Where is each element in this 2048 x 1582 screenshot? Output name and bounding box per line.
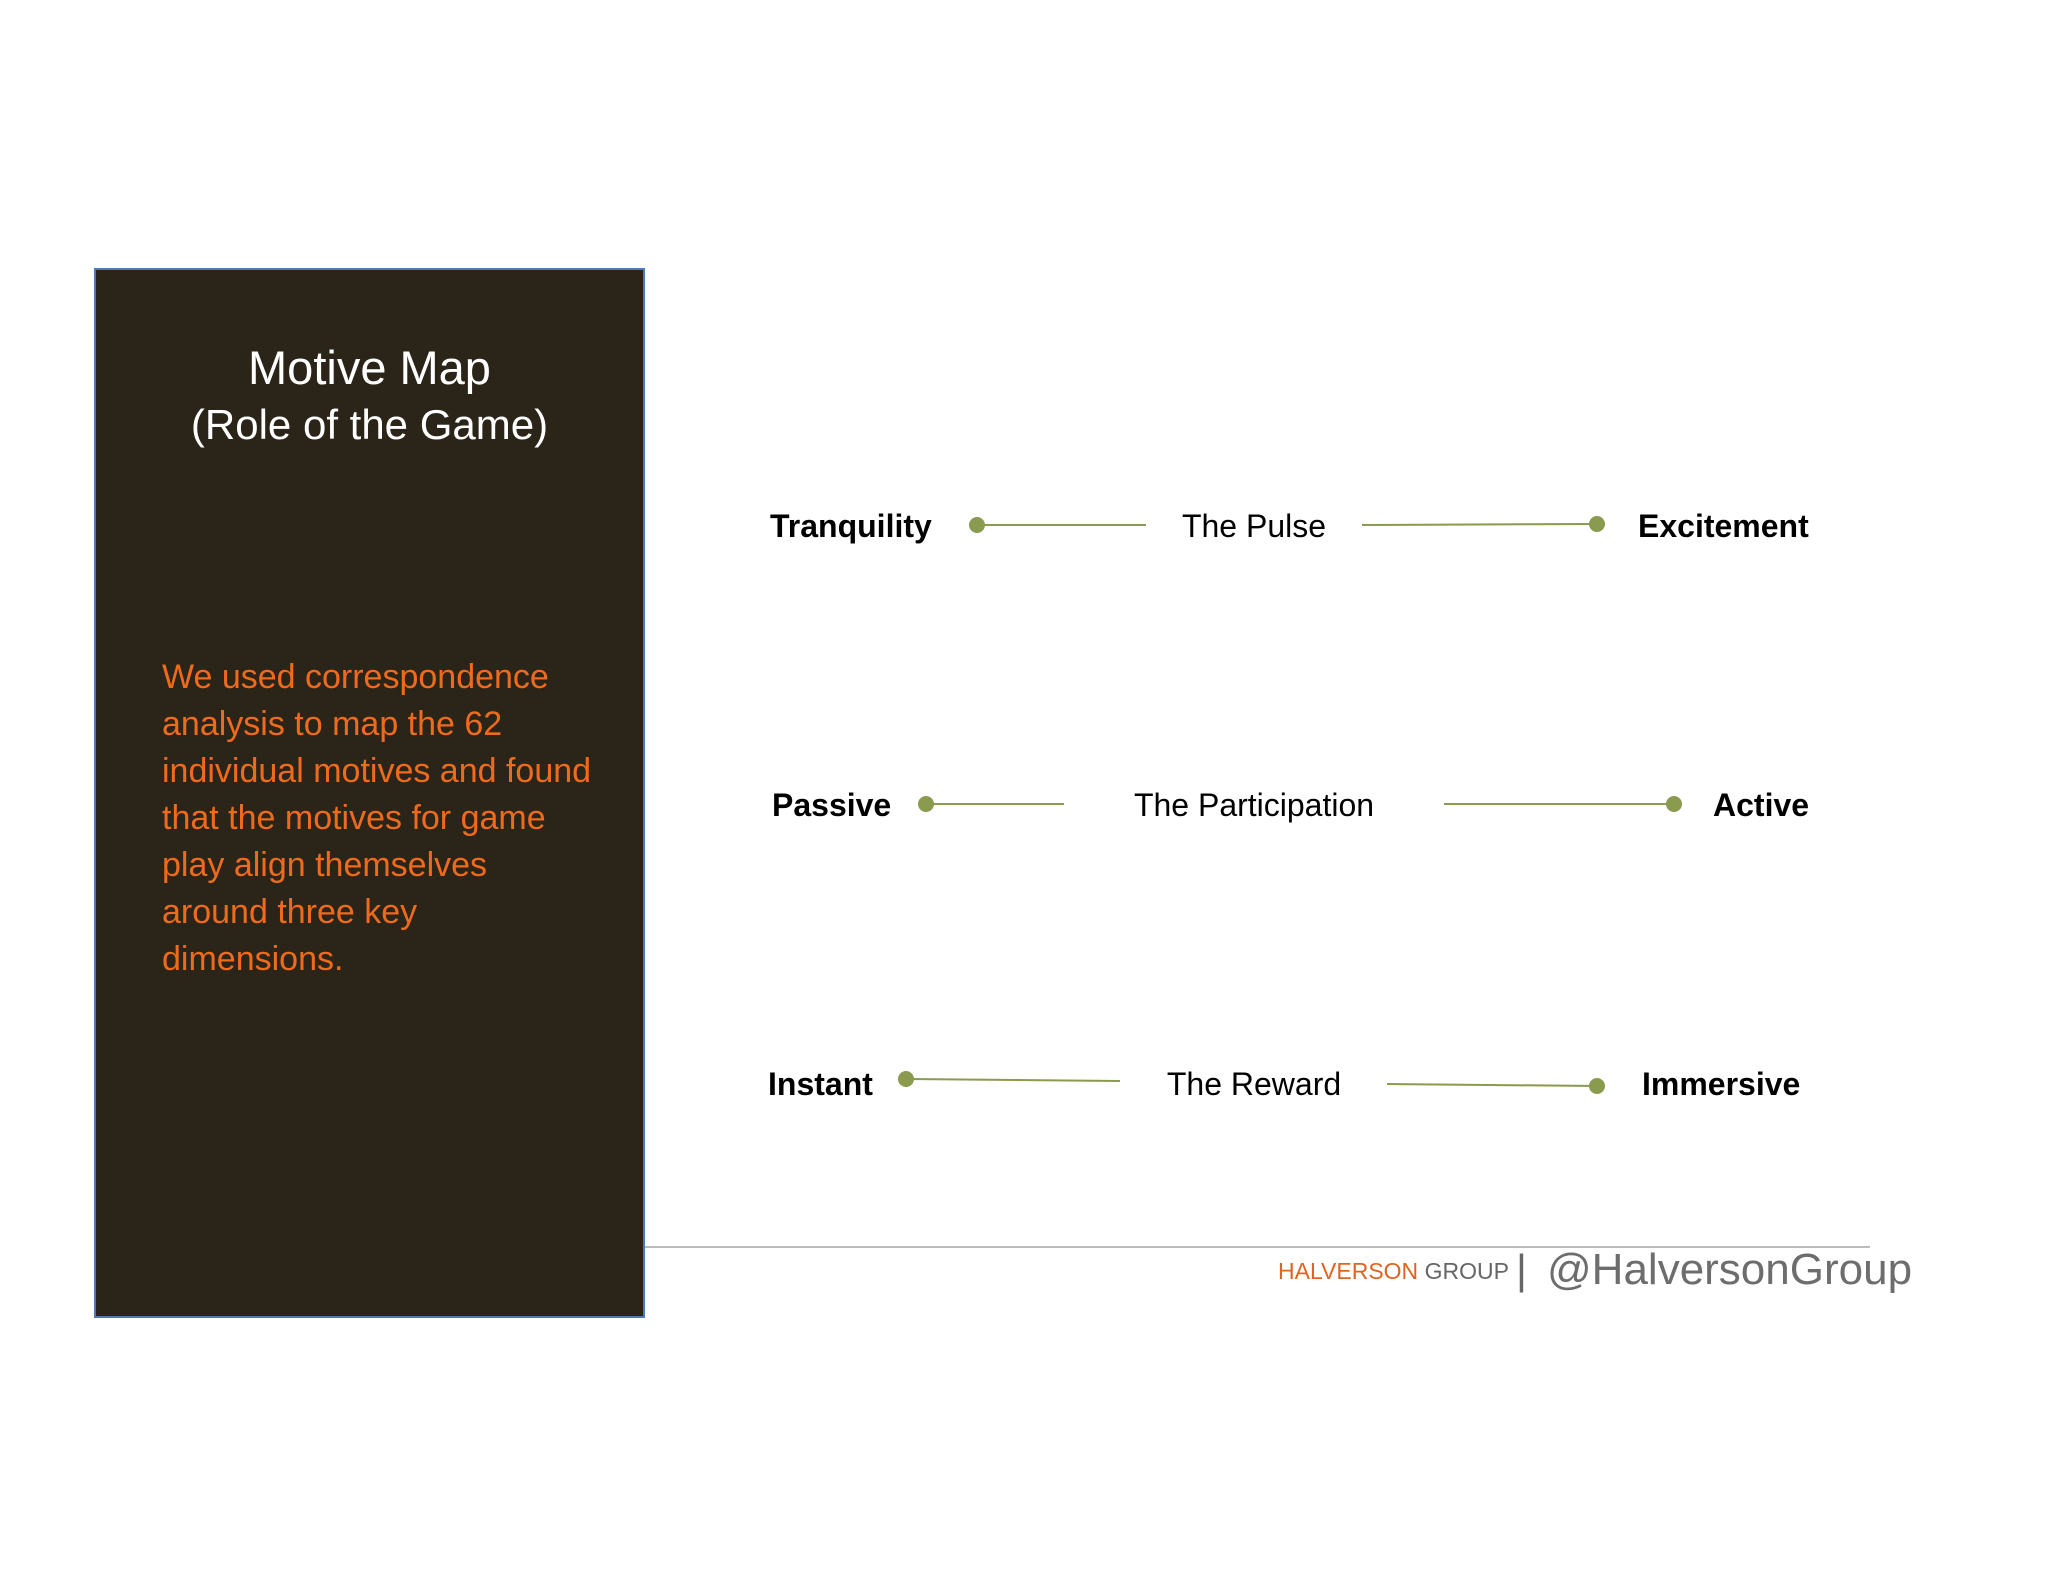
- dimension-pole-left: Instant: [768, 1066, 873, 1102]
- dimension-pole-right: Immersive: [1642, 1066, 1801, 1102]
- connector-dot: [919, 797, 933, 811]
- connector-dot: [970, 518, 984, 532]
- dimension-name: The Reward: [1166, 1066, 1342, 1102]
- dimension-pole-right: Active: [1713, 787, 1810, 823]
- brand-logo-text: [1278, 1258, 1509, 1285]
- connector-line: [906, 1079, 1120, 1081]
- connector-dot: [1667, 797, 1681, 811]
- footer-separator: |: [1516, 1246, 1527, 1293]
- panel-subtitle: (Role of the Game): [190, 401, 549, 448]
- dimension-pole-right: Excitement: [1638, 508, 1809, 544]
- panel-title: Motive Map: [248, 341, 491, 394]
- social-handle: @HalversonGroup: [1547, 1245, 1913, 1294]
- dimension-name: The Participation: [1133, 787, 1375, 823]
- connector-dot: [1590, 1079, 1604, 1093]
- dimension-pole-left: Tranquility: [770, 508, 932, 544]
- panel-description: We used correspondence analysis to map the 62 individual motives and found that the motives for game play align themselves around three key dimensions.: [162, 658, 592, 978]
- connector-line: [1362, 524, 1597, 525]
- connector-line: [1387, 1084, 1597, 1086]
- connector-dot: [899, 1072, 913, 1086]
- dimension-name: The Pulse: [1181, 508, 1327, 544]
- dimension-pole-left: Passive: [772, 787, 892, 823]
- brand-secondary: GROUP: [1424, 1258, 1509, 1284]
- connector-dot: [1590, 517, 1604, 531]
- brand-primary: HALVERSON: [1278, 1258, 1419, 1284]
